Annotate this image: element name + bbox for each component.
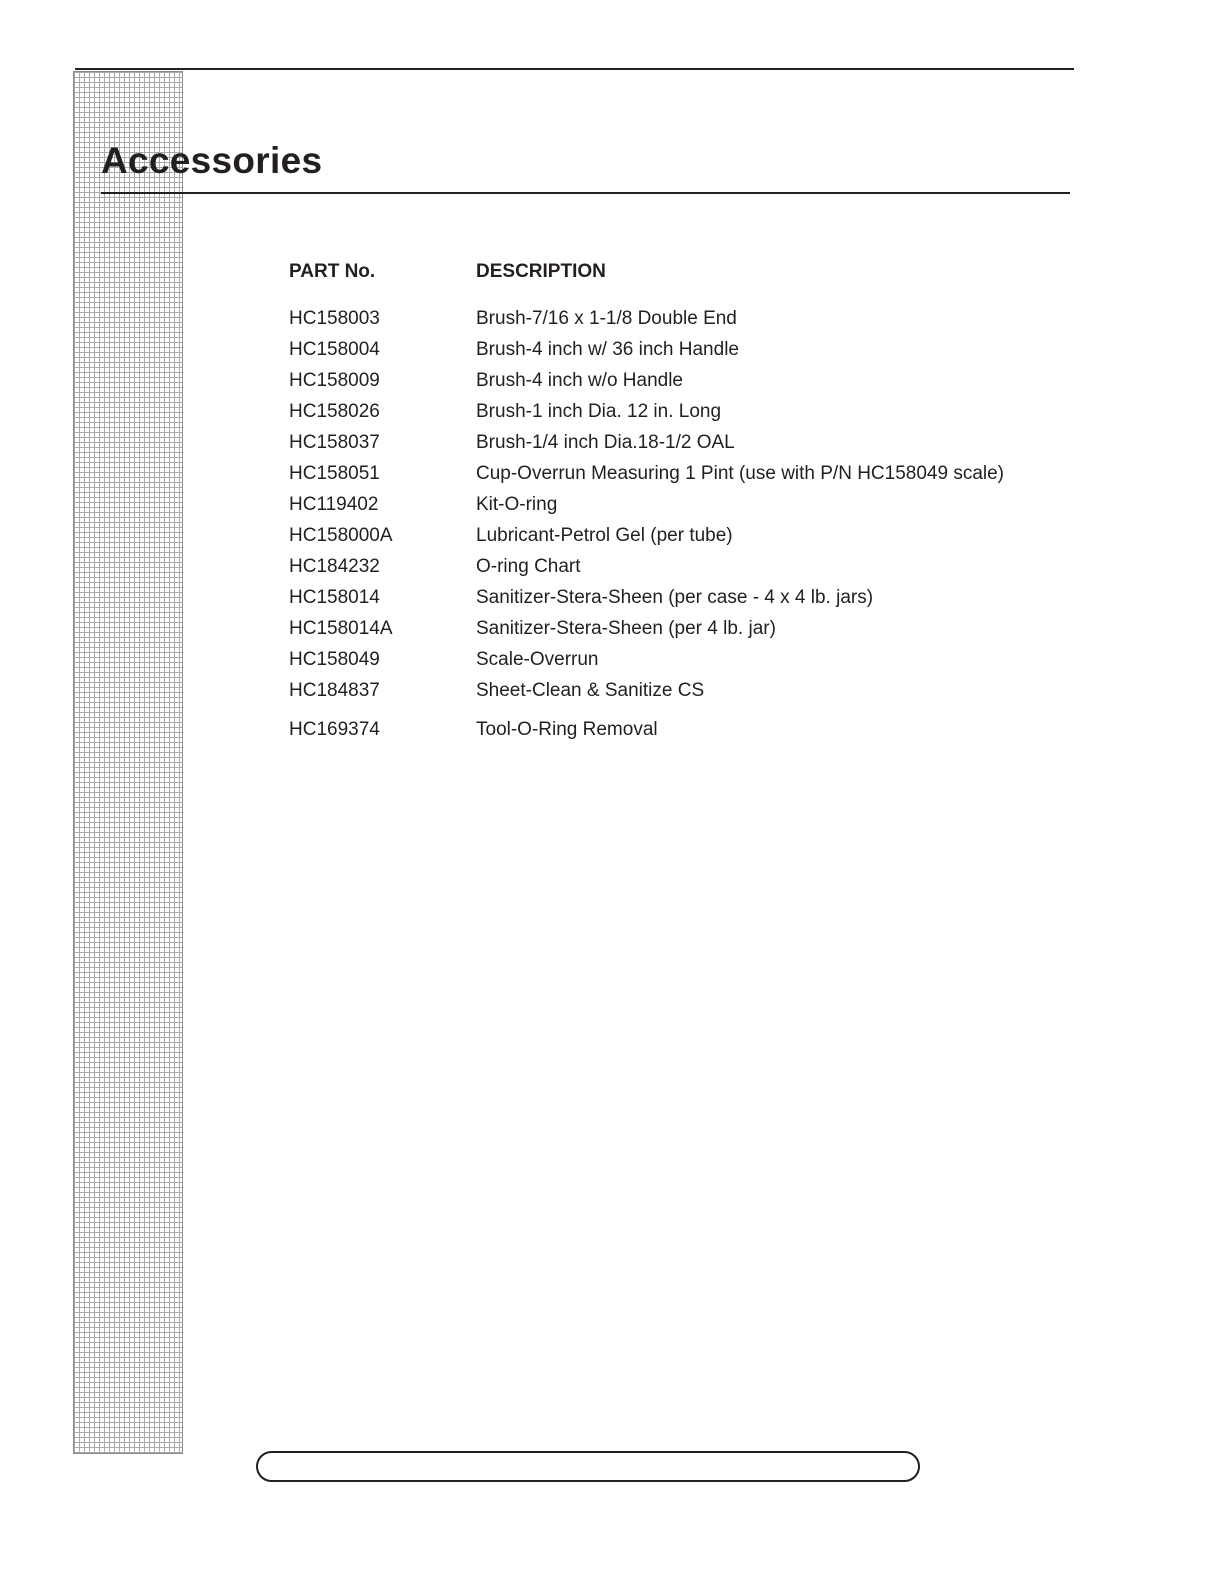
table-row <box>289 431 1189 462</box>
part-number: HC169374 <box>289 719 380 740</box>
part-description: Sanitizer-Stera-Sheen (per 4 lb. jar) <box>476 618 776 639</box>
table-row <box>289 586 1189 617</box>
part-description: Scale-Overrun <box>476 649 599 670</box>
table-row <box>289 679 1189 710</box>
table-row <box>289 617 1189 648</box>
part-number: HC158004 <box>289 339 380 360</box>
part-description: Brush-1 inch Dia. 12 in. Long <box>476 401 722 422</box>
table-row <box>289 307 1189 338</box>
part-description: Brush-4 inch w/ 36 inch Handle <box>476 339 739 360</box>
part-number: HC158003 <box>289 308 380 329</box>
part-number: HC158026 <box>289 401 380 422</box>
part-number: HC184837 <box>289 680 380 701</box>
part-description: Kit-O-ring <box>476 494 558 515</box>
part-description: Tool-O-Ring Removal <box>476 719 658 740</box>
part-number: HC158014 <box>289 587 380 608</box>
part-number: HC119402 <box>289 494 379 515</box>
table-row <box>289 524 1189 555</box>
part-description: Brush-4 inch w/o Handle <box>476 370 683 391</box>
part-number: HC184232 <box>289 556 380 577</box>
footer-rounded-box <box>256 1451 920 1482</box>
part-number: HC158009 <box>289 370 380 391</box>
grid-pattern-strip <box>73 71 183 1454</box>
part-number-column-header: PART No. <box>289 261 376 282</box>
table-row <box>289 400 1189 431</box>
part-description: Lubricant-Petrol Gel (per tube) <box>476 525 733 546</box>
part-number: HC158051 <box>289 463 380 484</box>
part-number: HC158037 <box>289 432 380 453</box>
part-description: Sheet-Clean & Sanitize CS <box>476 680 705 701</box>
part-number: HC158049 <box>289 649 380 670</box>
table-row <box>289 648 1189 679</box>
description-column-header: DESCRIPTION <box>476 261 606 282</box>
part-number: HC158000A <box>289 525 393 546</box>
table-row <box>289 369 1189 400</box>
table-row <box>289 338 1189 369</box>
part-description: Sanitizer-Stera-Sheen (per case - 4 x 4 lb. jars) <box>476 587 874 608</box>
part-description: Cup-Overrun Measuring 1 Pint (use with P/N HC158049 scale) <box>476 463 1005 484</box>
title-rule <box>101 192 1070 194</box>
table-row <box>289 462 1189 493</box>
part-description: Brush-1/4 inch Dia.18-1/2 OAL <box>476 432 735 453</box>
part-number: HC158014A <box>289 618 393 639</box>
table-row <box>289 718 1189 749</box>
part-description: Brush-7/16 x 1-1/8 Double End <box>476 308 737 329</box>
page-title: Accessories <box>101 140 323 181</box>
parts-table <box>289 307 1189 749</box>
table-row <box>289 493 1189 524</box>
top-rule <box>75 68 1074 70</box>
table-row <box>289 555 1189 586</box>
part-description: O-ring Chart <box>476 556 581 577</box>
